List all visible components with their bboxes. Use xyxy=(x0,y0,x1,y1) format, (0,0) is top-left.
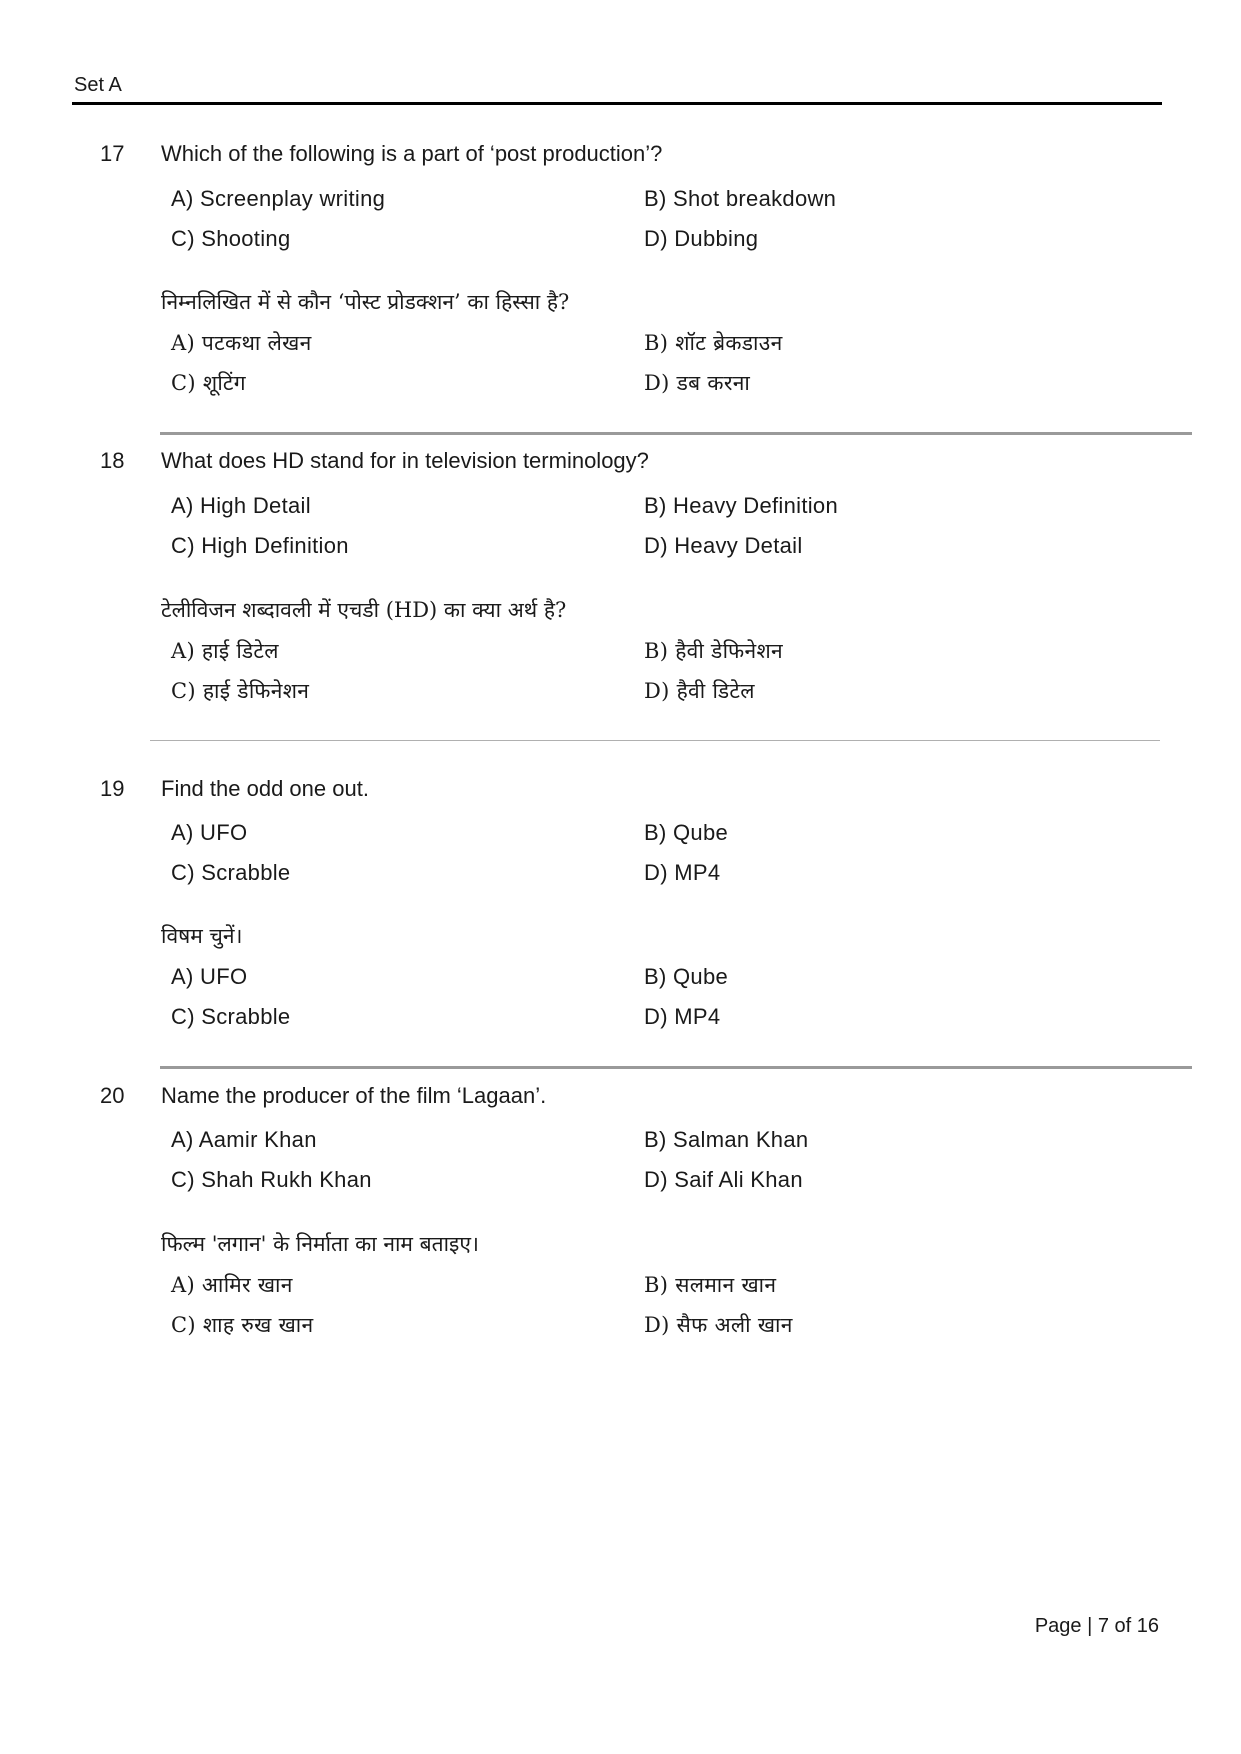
option-b-hi: B) हैवी डेफिनेशन xyxy=(644,639,783,663)
question-text-en: What does HD stand for in television terminology? xyxy=(161,448,649,473)
option-d-en: D) Saif Ali Khan xyxy=(644,1167,803,1192)
question-divider xyxy=(150,740,1160,741)
option-b-en: B) Heavy Definition xyxy=(644,493,838,518)
option-a-hi: A) आमिर खान xyxy=(171,1273,293,1297)
question-number: 18 xyxy=(100,448,125,473)
option-b-en: B) Shot breakdown xyxy=(644,186,837,211)
header-divider xyxy=(72,102,1162,105)
option-d-en: D) Heavy Detail xyxy=(644,533,803,558)
option-c-hi: C) हाई डेफिनेशन xyxy=(171,679,310,703)
question-number: 19 xyxy=(100,776,125,801)
question-divider xyxy=(160,1066,1192,1069)
option-b-hi: B) सलमान खान xyxy=(644,1273,777,1297)
option-a-hi: A) UFO xyxy=(171,964,248,989)
page-number: Page | 7 of 16 xyxy=(1034,1615,1159,1637)
question-text-en: Find the odd one out. xyxy=(161,776,369,801)
option-c-en: C) Scrabble xyxy=(171,860,291,885)
question-divider xyxy=(160,432,1192,435)
option-b-en: B) Qube xyxy=(644,820,729,845)
option-a-en: A) High Detail xyxy=(171,493,311,518)
question-text-hi: विषम चुनें। xyxy=(161,924,243,948)
option-c-hi: C) Scrabble xyxy=(171,1004,291,1029)
option-d-en: D) Dubbing xyxy=(644,226,759,251)
question-number: 20 xyxy=(100,1083,125,1108)
option-d-hi: D) MP4 xyxy=(644,1004,721,1029)
option-c-hi: C) शाह रुख खान xyxy=(171,1313,314,1337)
option-a-en: A) UFO xyxy=(171,820,248,845)
option-d-hi: D) डब करना xyxy=(644,371,751,395)
question-text-en: Which of the following is a part of ‘post production’? xyxy=(161,141,663,166)
option-c-en: C) Shooting xyxy=(171,226,291,251)
option-d-en: D) MP4 xyxy=(644,860,721,885)
option-c-hi: C) शूटिंग xyxy=(171,371,246,395)
option-d-hi: D) हैवी डिटेल xyxy=(644,679,755,703)
set-label: Set A xyxy=(74,74,122,96)
option-c-en: C) Shah Rukh Khan xyxy=(171,1167,372,1192)
question-text-en: Name the producer of the film ‘Lagaan’. xyxy=(161,1083,547,1108)
option-d-hi: D) सैफ अली खान xyxy=(644,1313,793,1337)
question-number: 17 xyxy=(100,141,125,166)
option-b-hi: B) Qube xyxy=(644,964,729,989)
option-a-hi: A) पटकथा लेखन xyxy=(171,331,312,355)
option-b-hi: B) शॉट ब्रेकडाउन xyxy=(644,331,783,355)
option-b-en: B) Salman Khan xyxy=(644,1127,809,1152)
option-c-en: C) High Definition xyxy=(171,533,349,558)
question-text-hi: टेलीविजन शब्दावली में एचडी (HD) का क्या अर्थ है? xyxy=(161,598,567,622)
option-a-en: A) Aamir Khan xyxy=(171,1127,317,1152)
question-text-hi: फिल्म 'लगान' के निर्माता का नाम बताइए। xyxy=(161,1232,479,1256)
option-a-en: A) Screenplay writing xyxy=(171,186,386,211)
option-a-hi: A) हाई डिटेल xyxy=(171,639,279,663)
question-text-hi: निम्नलिखित में से कौन ‘पोस्ट प्रोडक्शन’ का हिस्सा है? xyxy=(161,290,570,314)
